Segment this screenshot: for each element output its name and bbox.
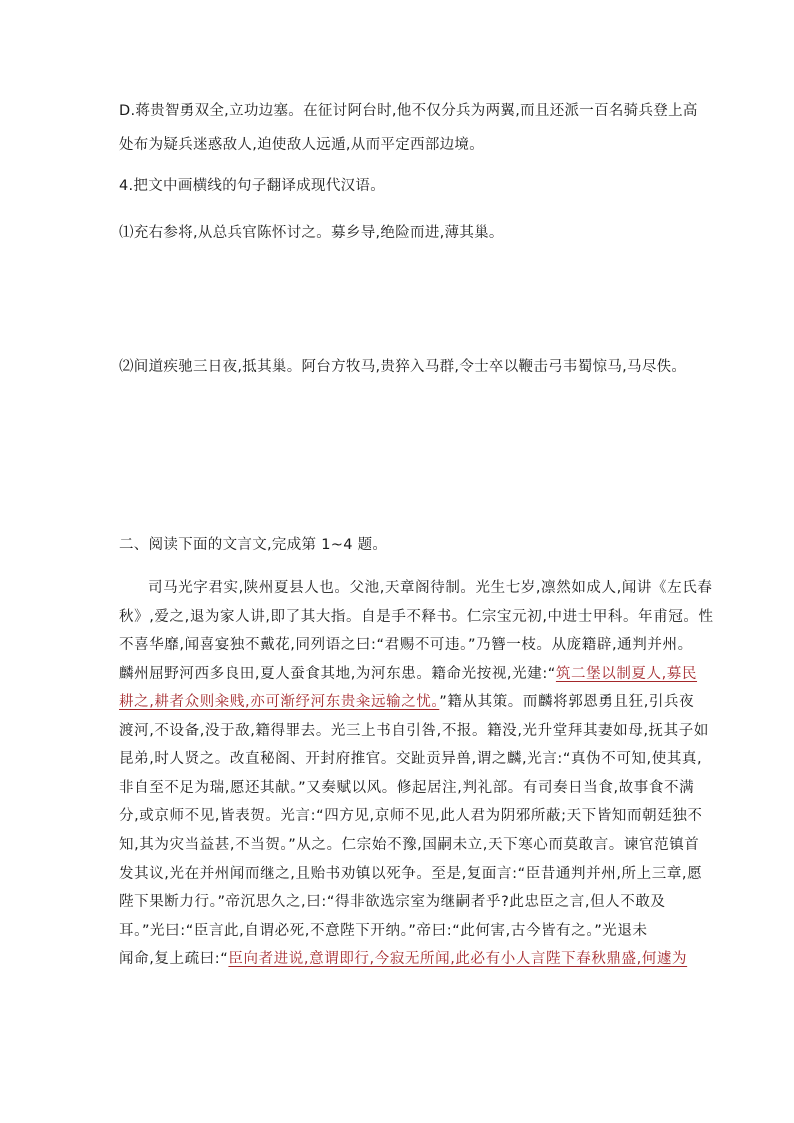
section-2-heading: 二、阅读下面的文言文,完成第 1~4 题。	[119, 537, 388, 553]
passage-line: 陛下果断力行。”帝沉思久之,曰:“得非欲选宗室为继嗣者乎?此忠臣之言,但人不敢及	[119, 894, 666, 910]
question-4-prompt: 4.把文中画横线的句子翻译成现代汉语。	[119, 178, 386, 194]
passage-line: 发其议,光在并州闻而继之,且贻书劝镇以死争。至是,复面言:“臣昔通判并州,所上三章,愿	[119, 866, 703, 882]
passage-line: 渡河,不设备,没于敌,籍得罪去。光三上书自引咎,不报。籍没,光升堂拜其妻如母,抚其子如	[119, 723, 709, 739]
passage-line: 知,其为灾当益甚,不当贺。”从之。仁宗始不豫,国嗣未立,天下寒心而莫敢言。谏官范镇首	[119, 837, 700, 853]
passage-text: 麟州屈野河西多良田,夏人蚕食其地,为河东患。籍命光按视,光建:“	[119, 666, 556, 682]
passage-line	[119, 949, 687, 969]
passage-text: 闻命,复上疏曰:“	[119, 951, 229, 967]
passage-line: 分,或京师不见,皆表贺。光言:“四方见,京师不见,此人君为阴邪所蔽;天下皆知而朝廷独不	[119, 808, 703, 824]
passage-line	[119, 692, 694, 712]
option-d-line-1: D.蒋贵智勇双全,立功边塞。在征讨阿台时,他不仅分兵为两翼,而且还派一百名骑兵登上高	[119, 103, 698, 119]
passage-line: 非自至不足为瑞,愿还其献。”又奏赋以风。修起居注,判礼部。有司奏日当食,故事食不满	[119, 780, 695, 796]
underlined-sentence: 耕之,耕者众则籴贱,亦可渐纾河东贵籴远输之忧。	[119, 694, 440, 710]
passage-line: 司马光字君实,陕州夏县人也。父池,天章阁待制。光生七岁,凛然如成人,闻讲《左氏春	[148, 580, 713, 596]
passage-line	[119, 664, 697, 684]
passage-text: ”籍从其策。而麟将郭恩勇且狂,引兵夜	[439, 694, 695, 710]
passage-line: 耳。”光曰:“臣言此,自谓必死,不意陛下开纳。”帝曰:“此何害,古今皆有之。”光退未	[119, 923, 648, 939]
underlined-sentence: 臣向者进说,意谓即行,今寂无所闻,此必有小人言陛下春秋鼎盛,何遽为	[228, 951, 688, 967]
underlined-sentence: 筑二堡以制夏人,募民	[555, 666, 698, 682]
question-4-item-2: ⑵间道疾驰三日夜,抵其巢。阿台方牧马,贵猝入马群,令士卒以鞭击弓韦蜀惊马,马尽佚。	[119, 359, 687, 375]
passage-line: 昆弟,时人贤之。改直秘阁、开封府推官。交趾贡异兽,谓之麟,光言:“真伪不可知,使其真,	[119, 751, 703, 767]
passage-line: 不喜华靡,闻喜宴独不戴花,同列语之曰:“君赐不可违。”乃簪一枝。从庞籍辟,通判并州。	[119, 637, 693, 653]
passage-line: 秋》,爱之,退为家人讲,即了其大指。自是手不释书。仁宗宝元初,中进士甲科。年甫冠。性	[119, 609, 714, 625]
option-d-line-2: 处布为疑兵迷惑敌人,迫使敌人远遁,从而平定西部边境。	[119, 137, 485, 153]
question-4-item-1: ⑴充右参将,从总兵官陈怀讨之。募乡导,绝险而进,薄其巢。	[119, 225, 504, 241]
